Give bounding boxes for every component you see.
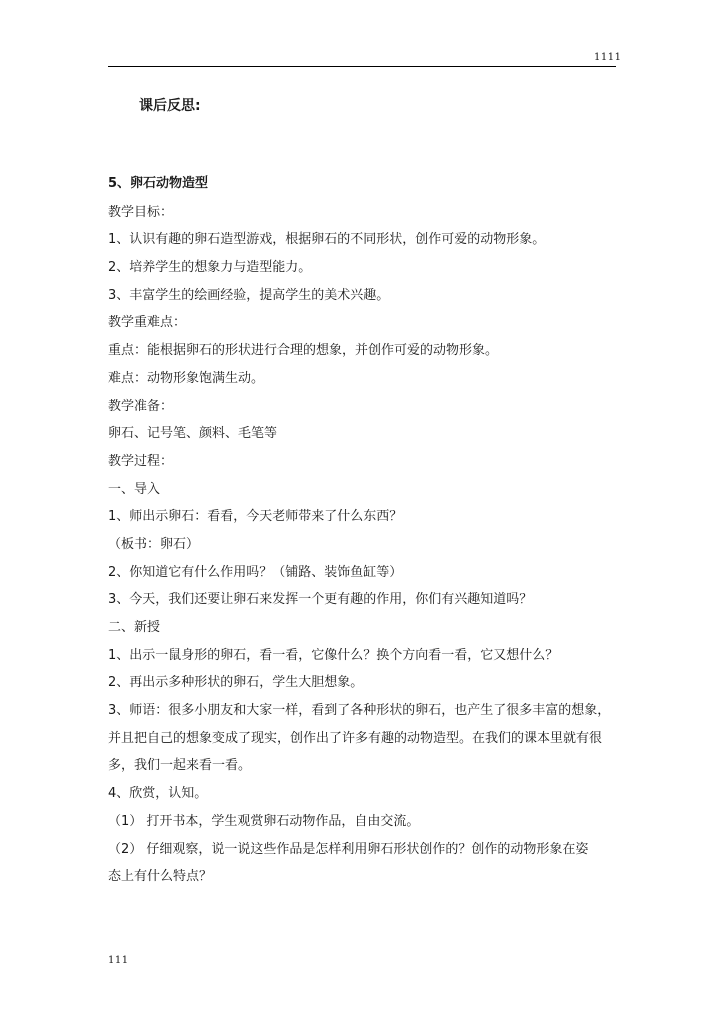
text-line: 二、新授 [108, 620, 161, 635]
text-line: 并且把自己的想象变成了现实，创作出了许多有趣的动物造型。在我们的课本里就有很 [108, 730, 603, 746]
text-line: 2、你知道它有什么作用吗？（铺路、装饰鱼缸等） [108, 564, 403, 580]
header-page-number: 1111 [594, 52, 622, 63]
text-line: 卵石、记号笔、颜料、毛笔等 [108, 426, 278, 442]
lesson-title: 5、卵石动物造型 [108, 176, 209, 191]
text-line: 态上有什么特点？ [108, 869, 213, 885]
text-line: 2、培养学生的想象力与造型能力。 [108, 260, 312, 276]
header-divider [108, 66, 616, 67]
text-line: 难点：动物形象饱满生动。 [108, 370, 265, 386]
reflection-heading: 课后反思: [139, 98, 201, 114]
text-line: 3、今天，我们还要让卵石来发挥一个更有趣的作用，你们有兴趣知道吗？ [108, 592, 533, 608]
text-line: 重点：能根据卵石的形状进行合理的想象，并创作可爱的动物形象。 [108, 343, 499, 359]
text-line: （2） 仔细观察，说一说这些作品是怎样利用卵石形状创作的？创作的动物形象在姿 [108, 841, 589, 857]
text-line: 3、师语：很多小朋友和大家一样，看到了各种形状的卵石，也产生了很多丰富的想象， [108, 703, 611, 719]
text-line: 教学过程： [108, 453, 174, 469]
text-line: 4、欣赏，认知。 [108, 786, 208, 802]
text-line: 1、出示一鼠身形的卵石，看一看，它像什么？换个方向看一看，它又想什么？ [108, 647, 559, 663]
text-line: 3、丰富学生的绘画经验，提高学生的美术兴趣。 [108, 287, 390, 303]
text-line: 教学重难点： [108, 315, 187, 331]
text-line: （1） 打开书本，学生观赏卵石动物作品，自由交流。 [108, 813, 420, 829]
text-line: 教学目标： [108, 204, 174, 220]
text-line: 1、师出示卵石：看看，今天老师带来了什么东西？ [108, 509, 403, 525]
text-line: 教学准备： [108, 398, 174, 414]
lesson-body [108, 174, 643, 895]
text-line: 一、导入 [108, 481, 161, 497]
footer-page-number: 111 [108, 955, 129, 966]
text-line: 多，我们一起来看一看。 [108, 758, 252, 774]
text-line: （板书：卵石） [108, 536, 200, 552]
text-line: 1、认识有趣的卵石造型游戏，根据卵石的不同形状，创作可爱的动物形象。 [108, 232, 546, 248]
text-line: 2、再出示多种形状的卵石，学生大胆想象。 [108, 675, 364, 691]
